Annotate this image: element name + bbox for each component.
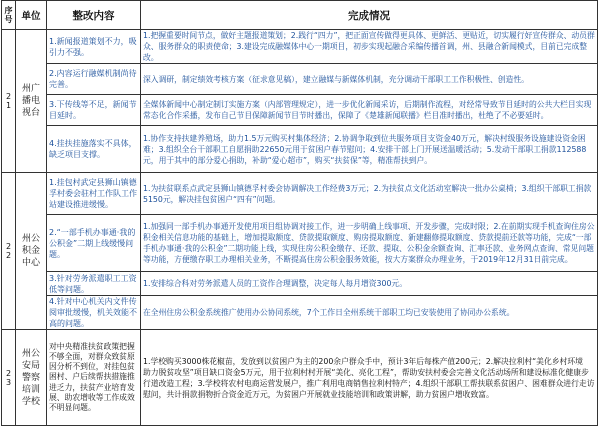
table-row bbox=[2, 64, 598, 95]
seq-cell: 23 bbox=[2, 330, 16, 426]
task-cell: 对中央精准扶贫政策把握不够全面，对群众致贫原因分析不到位，对挂包贫困村、户后续帮扶措施推进乏力，扶贫产业培育发展、助农增收等工作成效不明显问题。 bbox=[47, 330, 141, 426]
table-row bbox=[2, 95, 598, 126]
table-row bbox=[2, 330, 598, 426]
status-cell: 全媒体新闻中心制定制订实施方案（内部管理规定），进一步优化新闻采访，后期制作流程，对经常导致节目延时的公共大栏目实现常态化合作采播，发布自己节目保障新闻节目节时播出，保障了《楚雄新闻联播》栏目准时播出，杜绝了不必要延时。 bbox=[141, 95, 598, 126]
task-cell: 1.挂包村武定县狮山镇德孚村委会驻村工作队工作站建设推进缓慢。 bbox=[47, 173, 141, 215]
table-row bbox=[2, 272, 598, 296]
task-cell: 2.内容运行融媒机制尚待完善。 bbox=[47, 64, 141, 95]
header-unit: 单位 bbox=[16, 1, 47, 30]
status-cell: 1.为扶贫联系点武定县狮山镇德孚村委会协调解决工作经费3万元；2.为扶贫点文化活动室解决一批办公桌椅；3.组织干部职工捐款5150元，解决挂包贫困户“四有”问题。 bbox=[141, 173, 598, 215]
unit-cell: 州公积金中心 bbox=[16, 173, 47, 330]
status-cell: 1.把握重要时间节点，做好主题报道策划；2.践行“四力”，把正面宣传做得更具体、更鲜活、更贴近，切实履行好宣传群众、动员群众、服务群众的职责使命；3.建设完成融媒体中心一期项目，初步实现起融合采编传播首调，州、县融合新闻模式，目前已完成整改。 bbox=[141, 30, 598, 64]
task-cell: 1.新闻报道策划不力，吸引力不强。 bbox=[47, 30, 141, 64]
table-row bbox=[2, 215, 598, 272]
table-row bbox=[2, 30, 598, 64]
task-cell: 3.下传线等不足，新闻节目延时。 bbox=[47, 95, 141, 126]
unit-cell: 州广播电视台 bbox=[16, 30, 47, 173]
unit-cell: 州公安局警察培训学校 bbox=[16, 330, 47, 426]
table-row bbox=[2, 296, 598, 330]
header-row bbox=[2, 1, 598, 30]
header-status: 完成情况 bbox=[141, 1, 598, 30]
task-cell: 2.“一部手机办事通·我的公积金”二期上线缓慢问题。 bbox=[47, 215, 141, 272]
status-cell: 1.协作支持扶建养殖场，助力1.5万元购买村集体经济；2.协调争取到位共服务项目支资金40万元，解决村级服务设施建设资金困难；3.组织全台干部职工自愿捐助22650元用于贫困户春节慰问；4.安排干部上门开展送温暖活动；5.发动干部职工捐款112588元，用于其中的部分爱心捐助，补助“爱心超市”，购买“扶贫保”等，精准帮扶到户。 bbox=[141, 126, 598, 173]
status-cell: 1.学校购买3000株花椒苗，发放到以贫困户为主的200余户群众手中，预计3年后每株产值200元；2.解决拉利村“美化乡村环境 助力脱贫攻坚”项目缺口资金5万元，用于拉利村村开展“美化、亮化工程”，帮助安扶村委会完善文化活动场所和建设标准化健康步行道改造工程；3.学校将农村电商运营发展户，推广利用电商销售拉利村特产；4.组织干部职工帮扶联系贫困户、困难群众进行走访慰问，共计捐款捐物折合资金近万元，为贫困户开展就业技能培训和政策讲解，助力贫困户增收致富。 bbox=[141, 330, 598, 426]
status-cell: 深入调研，制定绩效考核方案（征求意见稿），建立融媒与新媒体机制，充分调动干部职工工作积极性、创造性。 bbox=[141, 64, 598, 95]
seq-cell: 21 bbox=[2, 30, 16, 173]
task-cell: 4.针对中心机关内文件传阅审批缓慢，机关效能不高的问题。 bbox=[47, 296, 141, 330]
seq-cell: 22 bbox=[2, 173, 16, 330]
table-row bbox=[2, 173, 598, 215]
table-row bbox=[2, 126, 598, 173]
task-cell: 4.挂扶挂施落实不具体，缺乏项目支撑。 bbox=[47, 126, 141, 173]
header-task: 整改内容 bbox=[47, 1, 141, 30]
rectification-table bbox=[1, 0, 598, 426]
task-cell: 3.针对劳务派遣职工工资低等问题。 bbox=[47, 272, 141, 296]
status-cell: 1.安排综合科对劳务派遣人员的工资作合理调整，决定每人每月增资300元。 bbox=[141, 272, 598, 296]
status-cell: 1.加强同一部手机办事通开发使用项目组协调对接工作，进一步明确上线事项、开发步骤，完成时限；2.在前期实现手机查询住房公积金相关信息功能的基础上，增加提取额度、贷款提取额度、购房提取额度、新建翻修提取额度、贷款提前还款等功能，完成“一部手机办事通·我的公积金”二期功能上线，实现住房公积金缴存、还款、提取、公积金余额查询、汇率还款、业务网点查询、常见问题等功能，方便缴存职工办理相关业务，不断提高住房公积金服务效能，按大方案群众办理业务，于2019年12月31日前完成。 bbox=[141, 215, 598, 272]
status-cell: 在全州住房公积金系统推广使用办公协同系统，7个工作日全州系统干部职工均已安装使用了协同办公系统。 bbox=[141, 296, 598, 330]
header-seq: 序号 bbox=[2, 1, 16, 30]
